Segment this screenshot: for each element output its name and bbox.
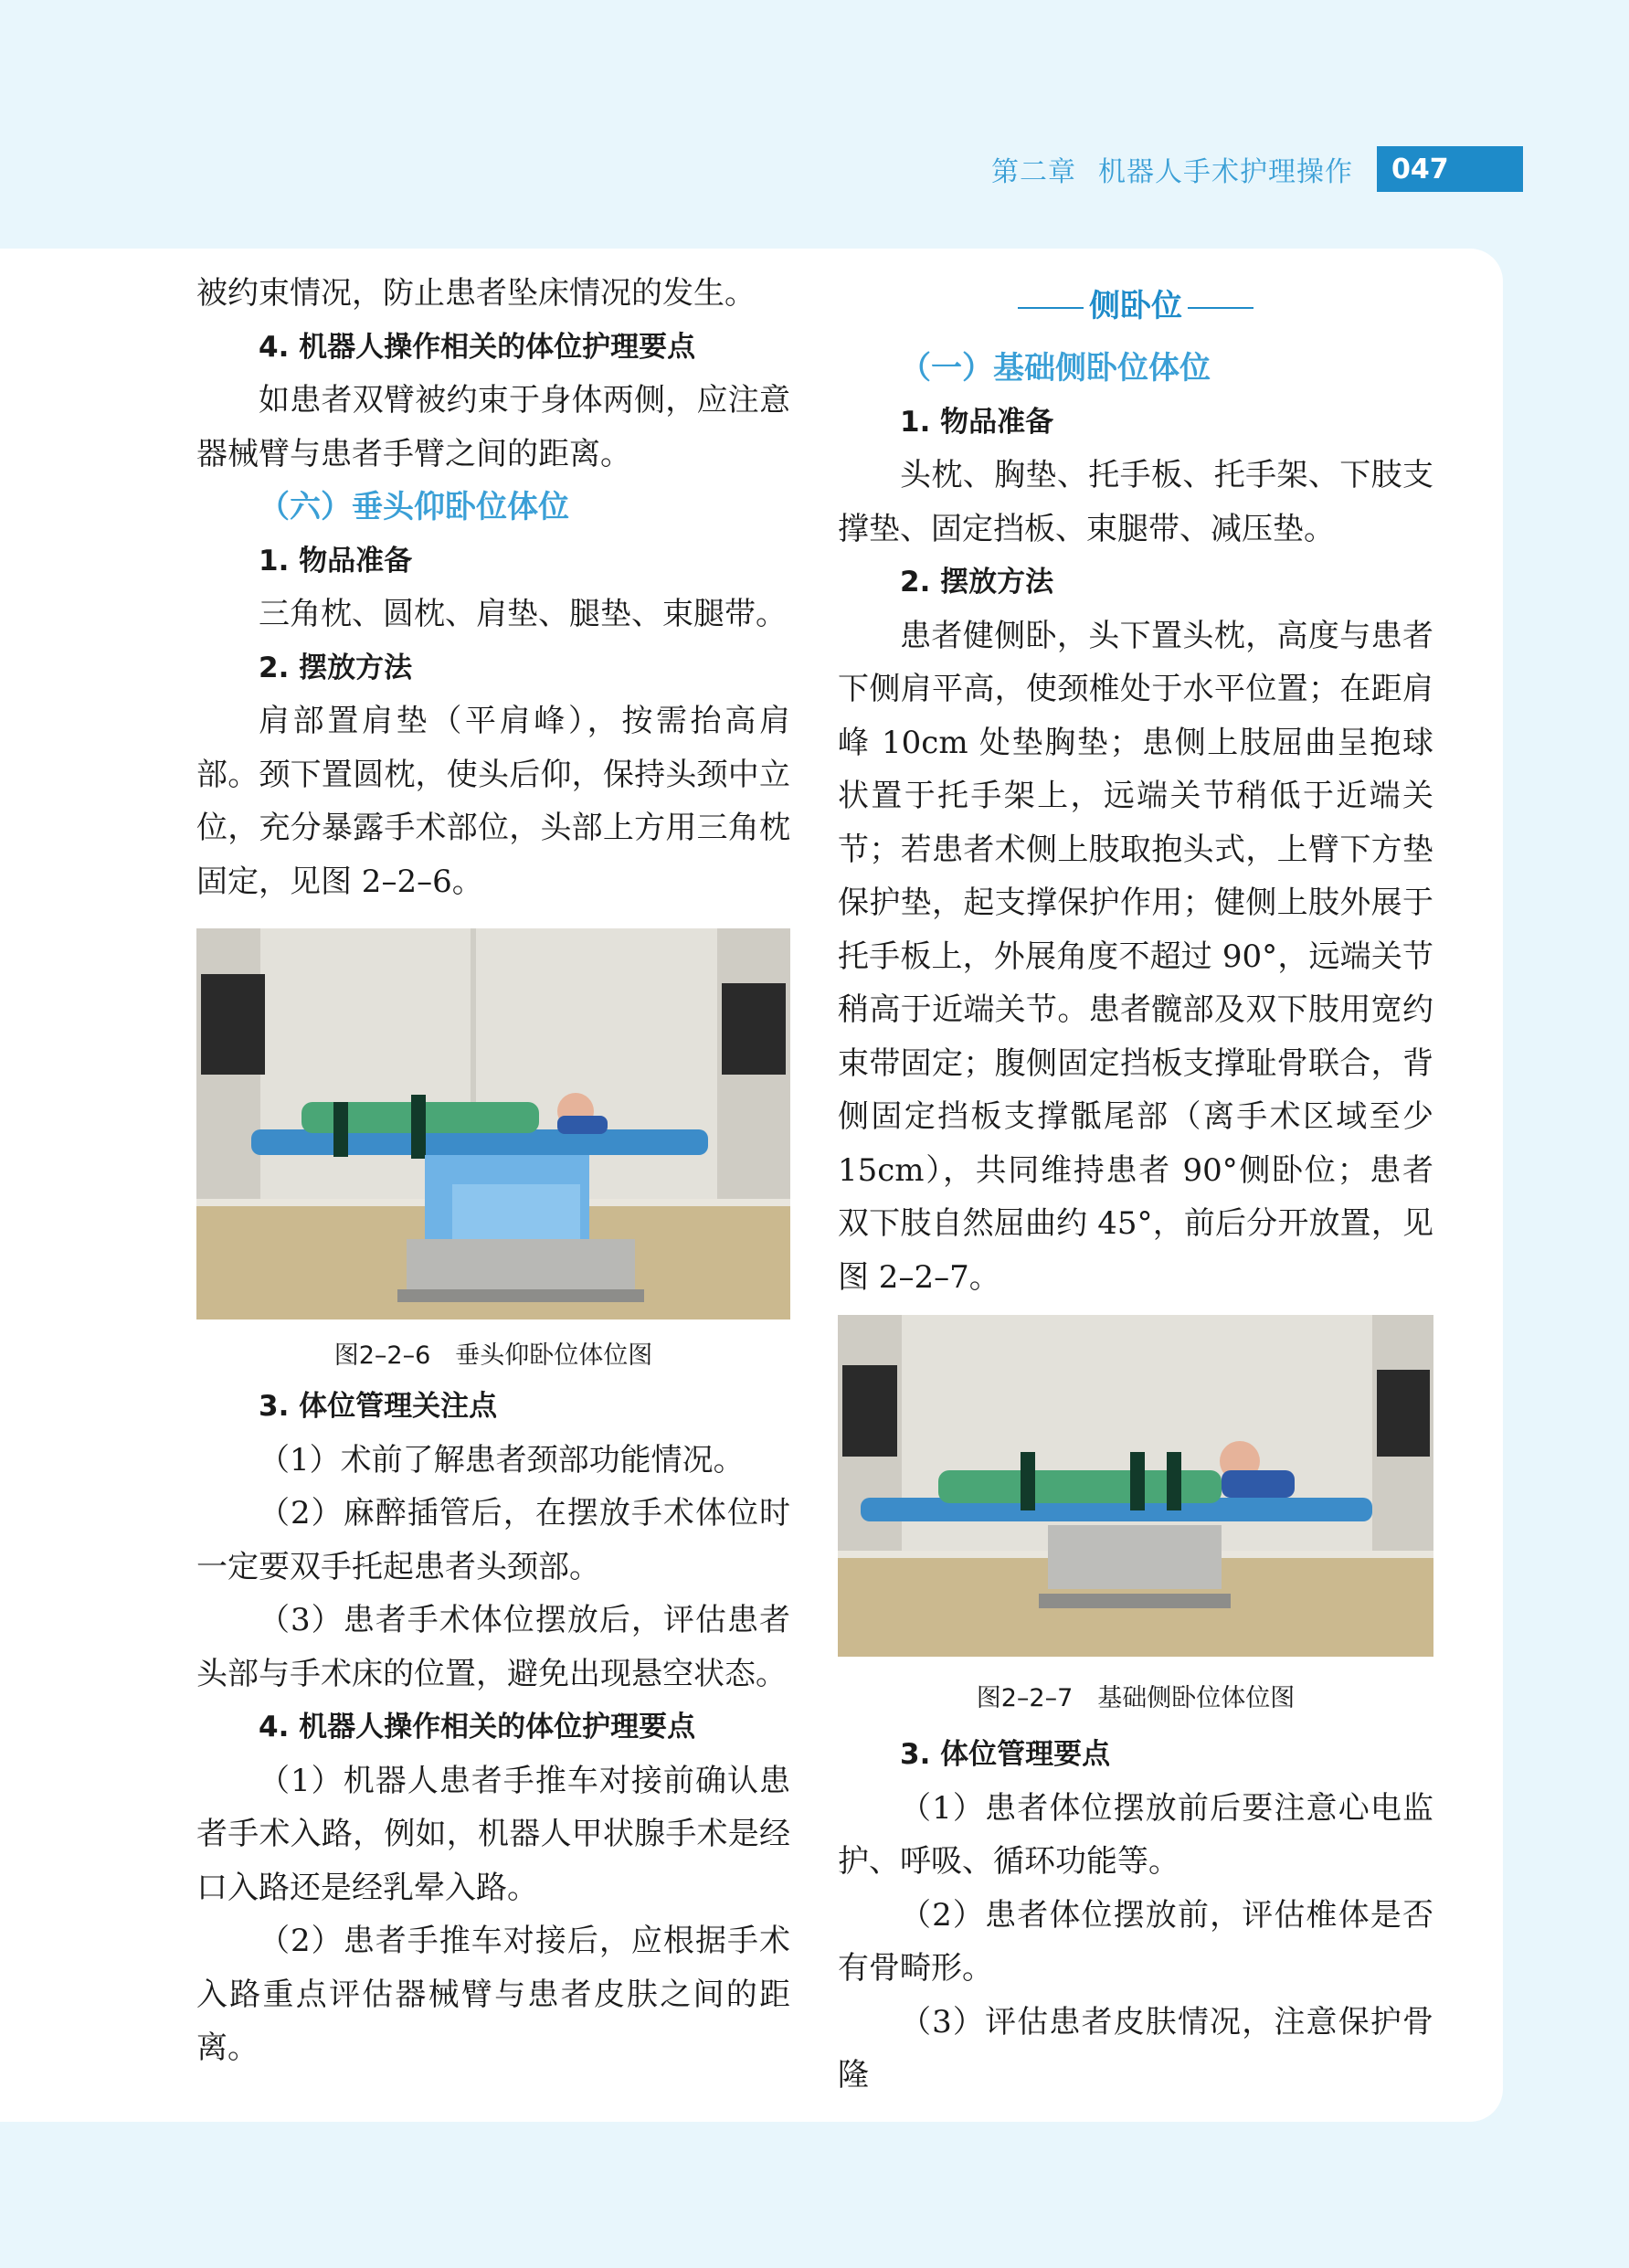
chapter-section-title: 侧卧位 — [1089, 288, 1182, 324]
paragraph: 头枕、胸垫、托手板、托手架、下肢支撑垫、固定挡板、束腿带、减压垫。 — [838, 457, 1433, 547]
paragraph: （2）患者手推车对接后，应根据手术入路重点评估器械臂与患者皮肤之间的距离。 — [196, 1923, 790, 2066]
paragraph: 患者健侧卧，头下置头枕，高度与患者下侧肩平高，使颈椎处于水平位置；在距肩峰 10cm 处垫胸垫；患侧上肢屈曲呈抱球状置于托手架上，远端关节稍低于近端关节；若患者术侧上肢取抱头式，上臂下方垫保护垫，起支撑保护作用；健侧上肢外展于托手板上，外展角度不超过 90°，远端关节稍高于近端关节。患者髋部及双下肢用宽约束带固定；腹侧固定挡板支撑耻骨联合，背侧固定挡板支撑骶尾部（离手术区域至少 15cm），共同维持患者 90°侧卧位；患者双下肢自然屈曲约 45°，前后分开放置，见图 2–2–7。 — [838, 617, 1433, 1296]
figure-photo-supine-head-down — [196, 928, 790, 1319]
subheading: 3. 体位管理要点 — [900, 1738, 1111, 1771]
paragraph: （2）患者体位摆放前，评估椎体是否有骨畸形。 — [838, 1896, 1433, 1987]
paragraph: 被约束情况，防止患者坠床情况的发生。 — [196, 275, 756, 312]
left-column — [196, 267, 790, 2075]
header-chapter: 第二章 — [991, 156, 1076, 188]
subheading: 4. 机器人操作相关的体位护理要点 — [259, 330, 696, 364]
subheading: 2. 摆放方法 — [259, 651, 413, 684]
chapter-section-heading — [838, 280, 1433, 333]
paragraph: （3）评估患者皮肤情况，注意保护骨隆 — [838, 2003, 1433, 2093]
right-column — [838, 267, 1433, 2103]
paragraph: 肩部置肩垫（平肩峰），按需抬高肩部。颈下置圆枕，使头后仰，保持头颈中立位，充分暴露手术部位，头部上方用三角枕固定，见图 2–2–6。 — [196, 703, 790, 900]
heading-rule-left — [1018, 307, 1084, 309]
figure-caption: 图2–2–6 垂头仰卧位体位图 — [333, 1341, 653, 1370]
paragraph: （1）机器人患者手推车对接前确认患者手术入路，例如，机器人甲状腺手术是经口入路还是经乳晕入路。 — [196, 1762, 790, 1906]
subheading: 2. 摆放方法 — [900, 566, 1054, 599]
figure-caption: 图2–2–7 基础侧卧位体位图 — [976, 1684, 1296, 1712]
header-title: 机器人手术护理操作 — [1098, 156, 1353, 188]
paragraph: 三角枕、圆枕、肩垫、腿垫、束腿带。 — [259, 596, 787, 632]
paragraph: （1）术前了解患者颈部功能情况。 — [259, 1441, 745, 1478]
running-header — [991, 146, 1523, 192]
paragraph: （3）患者手术体位摆放后，评估患者头部与手术床的位置，避免出现悬空状态。 — [196, 1602, 790, 1692]
section-heading: （一）基础侧卧位体位 — [900, 350, 1211, 387]
paragraph: 如患者双臂被约束于身体两侧，应注意器械臂与患者手臂之间的距离。 — [196, 382, 790, 472]
figure-photo-lateral — [838, 1315, 1433, 1657]
page-number: 047 — [1377, 146, 1523, 192]
subheading: 4. 机器人操作相关的体位护理要点 — [259, 1711, 696, 1743]
subheading: 1. 物品准备 — [900, 405, 1054, 439]
paragraph: （1）患者体位摆放前后要注意心电监护、呼吸、循环功能等。 — [838, 1789, 1433, 1880]
heading-rule-right — [1188, 307, 1253, 309]
subheading: 3. 体位管理关注点 — [259, 1390, 498, 1423]
subheading: 1. 物品准备 — [259, 544, 413, 578]
section-heading: （六）垂头仰卧位体位 — [259, 489, 569, 525]
paragraph: （2）麻醉插管后，在摆放手术体位时一定要双手托起患者头颈部。 — [196, 1495, 790, 1585]
page-content — [0, 249, 1503, 2122]
